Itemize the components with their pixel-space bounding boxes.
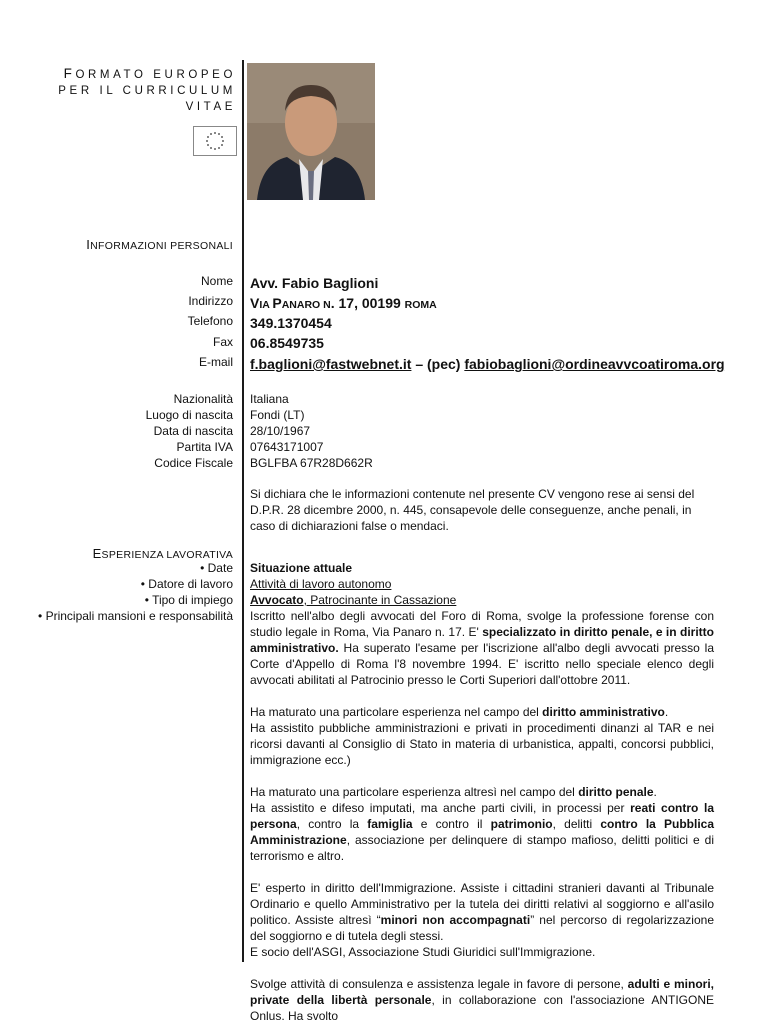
email: f.baglioni@fastwebnet.it – (pec) fabiobaglioni@ordineavvcoatiroma.org [250, 356, 725, 372]
nationality: Italiana [250, 392, 289, 406]
declaration: Si dichiara che le informazioni contenute nel presente CV vengono rese ai sensi del D.P.R. 28 dicembre 2000, n. 445, consapevole delle conseguenze, anche penali, in caso di dichiarazioni false o mendaci. [250, 487, 695, 533]
paragraph-3b: Ha assistito e difeso imputati, ma anche parti civili, in processi per reati contro la persona, contro la famiglia e contro il patrimonio, delitti contro la Pubblica Amministrazione, associazione per delinquere di stampo mafioso, delitti politici e di terrorismo e altro. [250, 801, 715, 863]
vat-number: 07643171007 [250, 440, 324, 454]
paragraph-1: Iscritto nell'albo degli avvocati del Foro di Roma, svolge la professione forense con studio legale in Roma, Via Panaro n. 17. E' specializzato in diritto penale, e in diritto amministrativo. Ha superato l'esame per l'iscrizione all'albo degli avvocati presso la Corte d'Appello di Roma l'8 novembre 1994. E' iscritto nello speciale elenco degli avvocati abilitati al Patrocinio presso le Corti Superiori dall'ottobre 2011. [250, 609, 714, 687]
phone: 349.1370454 [250, 315, 332, 331]
cv-format-title: FORMATO EUROPEO PER IL CURRICULUM VITAE [58, 66, 236, 113]
paragraph-5: Svolge attività di consulenza e assistenza legale in favore di persone, adulti e minori, private della libertà personale, in collaborazione con l'associazione ANTIGONE Onlus. Ha svolto [250, 977, 715, 1023]
experience-date: Situazione attuale [250, 561, 353, 575]
label-fax: Fax [212, 335, 233, 349]
details-values [250, 391, 373, 471]
profile-photo [247, 63, 375, 200]
address: VIA PANARO N. 17, 00199 ROMA [250, 295, 437, 311]
paragraph-2b: Ha assistito pubbliche amministrazioni e privati in procedimenti dinanzi al TAR e nei ricorsi davanti al Consiglio di Stato in materia di urbanistica, appalti, concorsi pubblici, immigrazione ecc.) [250, 721, 714, 767]
job-type: Avvocato, Patrocinante in Cassazione [250, 593, 457, 607]
experience-labels: • Date • Datore di lavoro • Tipo di impiego • Principali mansioni e responsabilità [38, 561, 233, 623]
paragraph-4b: E socio dell'ASGI, Associazione Studi Giuridici sull'Immigrazione. [250, 945, 596, 959]
employer: Attività di lavoro autonomo [250, 577, 392, 591]
label-email: E-mail [198, 355, 233, 369]
details-labels: Nazionalità Luogo di nascita Data di nascita Partita IVA Codice Fiscale [145, 392, 233, 470]
full-name: Avv. Fabio Baglioni [250, 275, 379, 291]
eu-flag-icon [193, 126, 237, 156]
birthplace: Fondi (LT) [250, 408, 305, 422]
paragraph-2: Ha maturato una particolare esperienza nel campo del diritto amministrativo. [250, 705, 669, 719]
birthdate: 28/10/1967 [250, 424, 311, 438]
label-indirizzo: Indirizzo [188, 294, 233, 308]
fax: 06.8549735 [250, 335, 324, 351]
pec-email-link[interactable]: fabiobaglioni@ordineavvcoatiroma.org [464, 356, 725, 372]
email-link[interactable]: f.baglioni@fastwebnet.it [250, 356, 412, 372]
section-work-experience: ESPERIENZA LAVORATIVA [92, 546, 233, 561]
paragraph-4: E' esperto in diritto dell'Immigrazione. Assiste i cittadini stranieri davanti al Tribunale Ordinario e quello Amministrativo per la tutela dei diritti relativi al soggiorno e all'asilo politico. Assiste altresì “minori non accompagnati” nel percorso di regolarizzazione del soggiorno e di tutela degli stessi. [250, 881, 714, 943]
tax-code: BGLFBA 67R28D662R [250, 456, 373, 470]
paragraph-3: Ha maturato una particolare esperienza altresì nel campo del diritto penale. [250, 785, 657, 799]
label-telefono: Telefono [187, 314, 233, 328]
column-divider [242, 60, 244, 962]
label-nome: Nome [200, 274, 233, 288]
section-personal-info: INFORMAZIONI PERSONALI [86, 237, 233, 252]
experience-body [250, 560, 714, 1024]
